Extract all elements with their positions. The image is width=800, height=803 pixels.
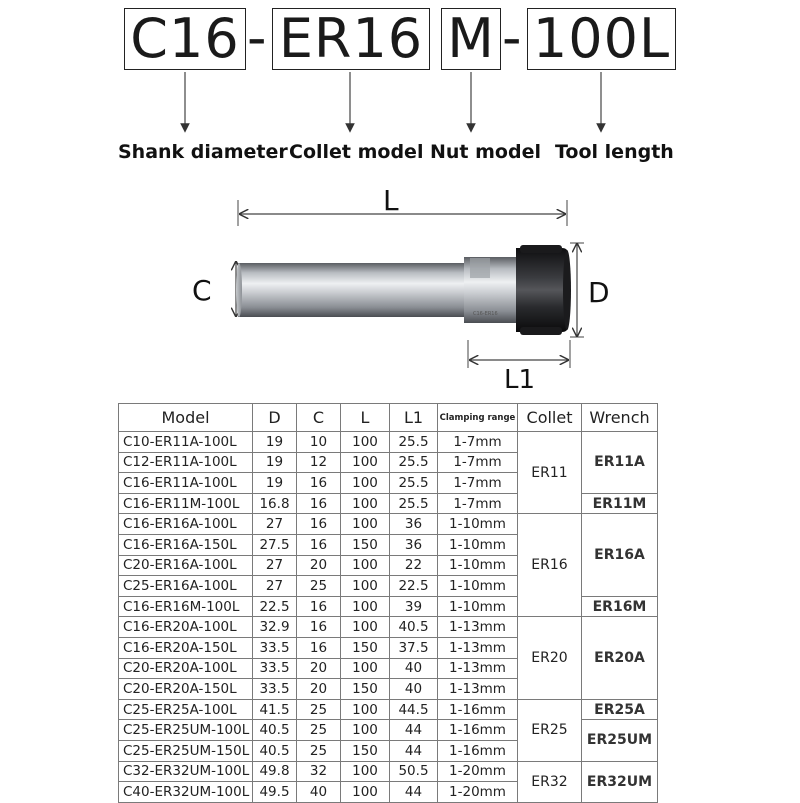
- dim-D-label: D: [588, 276, 610, 309]
- cell-l1: 44: [390, 720, 438, 741]
- header-collet: Collet: [518, 404, 582, 432]
- cell-l1: 22: [390, 555, 438, 576]
- cell-l: 150: [341, 679, 390, 700]
- cell-d: 27: [253, 576, 297, 597]
- cell-l1: 37.5: [390, 637, 438, 658]
- table-row: [119, 617, 658, 638]
- cell-d: 49.5: [253, 782, 297, 803]
- cell-clamping-range: 1-16mm: [438, 699, 518, 720]
- cell-d: 40.5: [253, 740, 297, 761]
- cell-c: 16: [297, 596, 341, 617]
- cell-c: 25: [297, 576, 341, 597]
- header-l1: L1: [390, 404, 438, 432]
- cell-l: 100: [341, 473, 390, 494]
- cell-d: 16.8: [253, 493, 297, 514]
- cell-wrench: ER20A: [582, 617, 658, 699]
- cell-d: 19: [253, 452, 297, 473]
- dim-L1-label: L1: [504, 365, 536, 395]
- cell-c: 32: [297, 761, 341, 782]
- cell-c: 16: [297, 637, 341, 658]
- cell-l: 100: [341, 493, 390, 514]
- cell-wrench: ER11A: [582, 432, 658, 494]
- cell-d: 33.5: [253, 637, 297, 658]
- cell-l1: 44: [390, 782, 438, 803]
- cell-l: 100: [341, 658, 390, 679]
- spec-table: [118, 403, 658, 803]
- label-shank-diameter: Shank diameter: [118, 141, 288, 163]
- cell-d: 22.5: [253, 596, 297, 617]
- cell-l: 100: [341, 720, 390, 741]
- table-header-row: [119, 404, 658, 432]
- cell-l1: 36: [390, 514, 438, 535]
- label-tool-length: Tool length: [555, 141, 674, 163]
- cell-d: 27: [253, 514, 297, 535]
- cell-l: 150: [341, 740, 390, 761]
- cell-wrench: ER32UM: [582, 761, 658, 802]
- cell-model: C12-ER11A-100L: [119, 452, 253, 473]
- model-code: [0, 4, 800, 76]
- cell-c: 12: [297, 452, 341, 473]
- cell-d: 27: [253, 555, 297, 576]
- label-nut-model: Nut model: [430, 141, 541, 163]
- cell-model: C16-ER11A-100L: [119, 473, 253, 494]
- cell-c: 16: [297, 514, 341, 535]
- cell-l1: 22.5: [390, 576, 438, 597]
- header-wrench: Wrench: [582, 404, 658, 432]
- cell-model: C10-ER11A-100L: [119, 432, 253, 453]
- cell-model: C32-ER32UM-100L: [119, 761, 253, 782]
- cell-clamping-range: 1-10mm: [438, 555, 518, 576]
- table-row: [119, 514, 658, 535]
- cell-clamping-range: 1-13mm: [438, 637, 518, 658]
- table-row: [119, 432, 658, 453]
- cell-collet: ER32: [518, 761, 582, 802]
- cell-l: 100: [341, 761, 390, 782]
- cell-c: 10: [297, 432, 341, 453]
- cell-l1: 25.5: [390, 493, 438, 514]
- dim-C-label: C: [192, 274, 212, 307]
- cell-collet: ER16: [518, 514, 582, 617]
- cell-l: 100: [341, 576, 390, 597]
- cell-l: 100: [341, 555, 390, 576]
- header-clamping-range: Clamping range: [438, 404, 518, 432]
- header-l: L: [341, 404, 390, 432]
- label-collet-model: Collet model: [289, 141, 424, 163]
- cell-d: 32.9: [253, 617, 297, 638]
- cell-model: C16-ER16M-100L: [119, 596, 253, 617]
- cell-clamping-range: 1-20mm: [438, 761, 518, 782]
- cell-clamping-range: 1-13mm: [438, 679, 518, 700]
- table-row: [119, 699, 658, 720]
- cell-c: 25: [297, 720, 341, 741]
- cell-model: C16-ER16A-150L: [119, 534, 253, 555]
- cell-c: 40: [297, 782, 341, 803]
- header-d: D: [253, 404, 297, 432]
- cell-clamping-range: 1-7mm: [438, 452, 518, 473]
- cell-d: 40.5: [253, 720, 297, 741]
- cell-l: 100: [341, 514, 390, 535]
- cell-d: 27.5: [253, 534, 297, 555]
- code-nut: M: [441, 8, 501, 70]
- cell-l: 100: [341, 452, 390, 473]
- cell-model: C16-ER20A-100L: [119, 617, 253, 638]
- cell-model: C25-ER16A-100L: [119, 576, 253, 597]
- cell-model: C25-ER25A-100L: [119, 699, 253, 720]
- engraving: C16-ER16: [473, 311, 498, 317]
- nut-face: [563, 250, 571, 330]
- cell-clamping-range: 1-10mm: [438, 534, 518, 555]
- cell-c: 16: [297, 617, 341, 638]
- nut: [516, 248, 568, 332]
- cell-l1: 44: [390, 740, 438, 761]
- cell-model: C20-ER16A-100L: [119, 555, 253, 576]
- cell-clamping-range: 1-10mm: [438, 514, 518, 535]
- table-row: [119, 761, 658, 782]
- cell-c: 20: [297, 555, 341, 576]
- cell-model: C20-ER20A-100L: [119, 658, 253, 679]
- cell-model: C40-ER32UM-100L: [119, 782, 253, 803]
- cell-l1: 25.5: [390, 452, 438, 473]
- nut-top: [520, 245, 562, 253]
- cell-d: 41.5: [253, 699, 297, 720]
- table-body: [119, 432, 658, 803]
- cell-clamping-range: 1-16mm: [438, 740, 518, 761]
- cell-l: 150: [341, 637, 390, 658]
- cell-c: 25: [297, 740, 341, 761]
- wrench-flat: [470, 258, 490, 278]
- cell-l: 100: [341, 617, 390, 638]
- cell-wrench: ER25UM: [582, 720, 658, 761]
- cell-clamping-range: 1-7mm: [438, 493, 518, 514]
- cell-model: C16-ER20A-150L: [119, 637, 253, 658]
- cell-clamping-range: 1-16mm: [438, 720, 518, 741]
- dim-L-label: L: [383, 190, 399, 217]
- shank: [238, 263, 468, 317]
- cell-l1: 40.5: [390, 617, 438, 638]
- cell-l: 150: [341, 534, 390, 555]
- cell-c: 16: [297, 493, 341, 514]
- cell-c: 20: [297, 658, 341, 679]
- cell-model: C16-ER11M-100L: [119, 493, 253, 514]
- cell-wrench: ER25A: [582, 699, 658, 720]
- cell-clamping-range: 1-10mm: [438, 576, 518, 597]
- cell-d: 33.5: [253, 658, 297, 679]
- cell-c: 20: [297, 679, 341, 700]
- cell-l1: 40: [390, 679, 438, 700]
- cell-collet: ER11: [518, 432, 582, 514]
- cell-model: C25-ER25UM-100L: [119, 720, 253, 741]
- cell-clamping-range: 1-20mm: [438, 782, 518, 803]
- cell-d: 49.8: [253, 761, 297, 782]
- code-separator: -: [247, 6, 267, 69]
- cell-d: 33.5: [253, 679, 297, 700]
- cell-model: C16-ER16A-100L: [119, 514, 253, 535]
- cell-model: C20-ER20A-150L: [119, 679, 253, 700]
- code-shank: C16: [124, 8, 246, 70]
- cell-l1: 25.5: [390, 473, 438, 494]
- cell-collet: ER25: [518, 699, 582, 761]
- cell-l1: 36: [390, 534, 438, 555]
- cell-l: 100: [341, 596, 390, 617]
- cell-model: C25-ER25UM-150L: [119, 740, 253, 761]
- cell-l1: 25.5: [390, 432, 438, 453]
- cell-c: 25: [297, 699, 341, 720]
- cell-l: 100: [341, 432, 390, 453]
- cell-c: 16: [297, 534, 341, 555]
- cell-wrench: ER16A: [582, 514, 658, 596]
- nut-bottom: [520, 327, 562, 335]
- cell-l1: 39: [390, 596, 438, 617]
- cell-l1: 44.5: [390, 699, 438, 720]
- cell-l: 100: [341, 699, 390, 720]
- cell-l: 100: [341, 782, 390, 803]
- header-model: Model: [119, 404, 253, 432]
- tool-holder-diagram: [0, 190, 800, 400]
- cell-collet: ER20: [518, 617, 582, 699]
- cell-l1: 40: [390, 658, 438, 679]
- shank-end: [236, 263, 242, 317]
- cell-clamping-range: 1-13mm: [438, 617, 518, 638]
- code-separator: -: [502, 6, 522, 69]
- cell-wrench: ER16M: [582, 596, 658, 617]
- cell-l1: 50.5: [390, 761, 438, 782]
- cell-clamping-range: 1-7mm: [438, 473, 518, 494]
- cell-clamping-range: 1-10mm: [438, 596, 518, 617]
- cell-c: 16: [297, 473, 341, 494]
- header-c: C: [297, 404, 341, 432]
- code-length: 100L: [527, 8, 676, 70]
- cell-d: 19: [253, 473, 297, 494]
- cell-wrench: ER11M: [582, 493, 658, 514]
- code-collet: ER16: [272, 8, 430, 70]
- cell-clamping-range: 1-13mm: [438, 658, 518, 679]
- cell-d: 19: [253, 432, 297, 453]
- cell-clamping-range: 1-7mm: [438, 432, 518, 453]
